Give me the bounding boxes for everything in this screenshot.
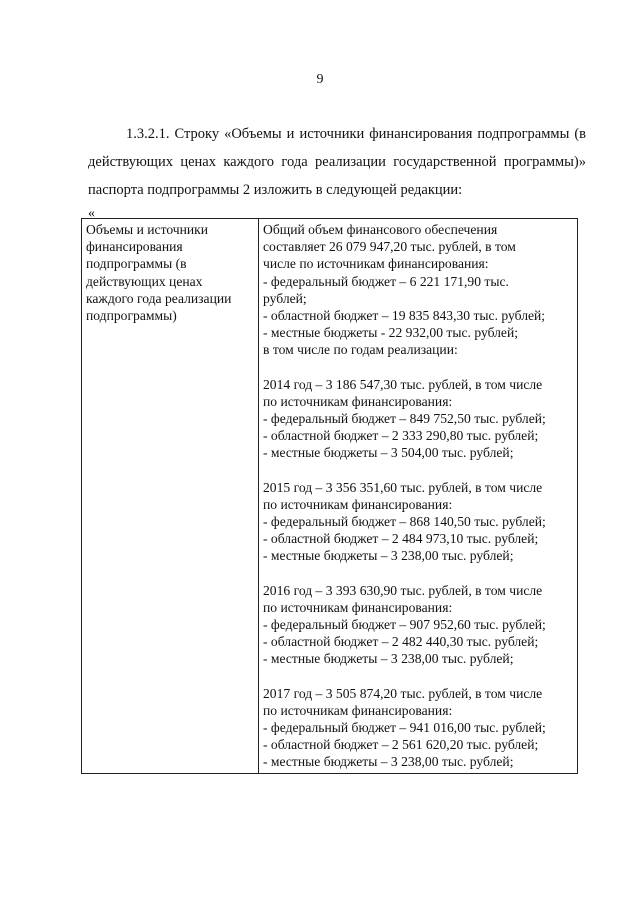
block-spacer: [263, 462, 573, 479]
year-line: - областной бюджет – 2 484 973,10 тыс. рублей;: [263, 531, 539, 547]
label-line: подпрограммы (в: [86, 256, 187, 272]
block-spacer: [263, 565, 573, 582]
year-block: [263, 376, 573, 462]
year-line: 2015 год – 3 356 351,60 тыс. рублей, в том числе: [263, 479, 543, 495]
row-value-cell: [259, 219, 578, 774]
summary-line: рублей;: [263, 290, 307, 306]
summary-line: - местные бюджеты - 22 932,00 тыс. рублей;: [263, 325, 519, 341]
label-line: действующих ценах: [86, 273, 203, 289]
year-line: - федеральный бюджет – 941 016,00 тыс. рублей;: [263, 720, 546, 736]
year-line: по источникам финансирования:: [263, 496, 453, 512]
summary-line: - федеральный бюджет – 6 221 171,90 тыс.: [263, 273, 509, 289]
year-line: 2017 год – 3 505 874,20 тыс. рублей, в том числе: [263, 685, 543, 701]
block-spacer: [263, 668, 573, 685]
label-line: подпрограммы): [86, 308, 177, 324]
intro-line-1: 1.3.2.1. Строку «Объемы и источники финансирования подпрограммы (в: [126, 126, 586, 142]
funding-by-year: [263, 359, 573, 771]
year-line: - местные бюджеты – 3 238,00 тыс. рублей;: [263, 548, 514, 564]
table-row: [82, 219, 578, 774]
year-line: - областной бюджет – 2 482 440,30 тыс. рублей;: [263, 634, 539, 650]
year-line: - местные бюджеты – 3 504,00 тыс. рублей;: [263, 445, 514, 461]
summary-line: числе по источникам финансирования:: [263, 256, 489, 272]
year-line: по источникам финансирования:: [263, 599, 453, 615]
year-line: - федеральный бюджет – 849 752,50 тыс. рублей;: [263, 411, 546, 427]
year-line: - областной бюджет – 2 333 290,80 тыс. рублей;: [263, 428, 539, 444]
label-line: финансирования: [86, 239, 183, 255]
summary-line: - областной бюджет – 19 835 843,30 тыс. рублей;: [263, 308, 546, 324]
year-line: - федеральный бюджет – 907 952,60 тыс. рублей;: [263, 617, 546, 633]
label-line: Объемы и источники: [86, 222, 209, 237]
year-line: - федеральный бюджет – 868 140,50 тыс. рублей;: [263, 514, 546, 530]
label-line: каждого года реализации: [86, 290, 232, 306]
opening-quote: «: [88, 206, 95, 221]
year-line: - областной бюджет – 2 561 620,20 тыс. рублей;: [263, 737, 539, 753]
year-line: 2016 год – 3 393 630,90 тыс. рублей, в том числе: [263, 582, 543, 598]
year-line: - местные бюджеты – 3 238,00 тыс. рублей;: [263, 651, 514, 667]
row-label-lines: [86, 221, 254, 324]
block-spacer: [263, 359, 573, 376]
page-number: 9: [316, 72, 324, 87]
year-block: [263, 685, 573, 771]
funding-summary: [263, 221, 573, 359]
year-block: [263, 582, 573, 668]
summary-line: в том числе по годам реализации:: [263, 342, 458, 358]
year-line: 2014 год – 3 186 547,30 тыс. рублей, в том числе: [263, 376, 543, 392]
year-line: по источникам финансирования:: [263, 702, 453, 718]
intro-line-3: паспорта подпрограммы 2 изложить в следующей редакции:: [88, 182, 463, 198]
summary-line: Общий объем финансового обеспечения: [263, 222, 498, 237]
row-label-cell: [82, 219, 259, 774]
year-block: [263, 479, 573, 565]
year-line: по источникам финансирования:: [263, 393, 453, 409]
funding-table: [81, 218, 578, 774]
intro-line-2: действующих ценах каждого года реализации государственной программы)»: [88, 154, 586, 170]
summary-line: составляет 26 079 947,20 тыс. рублей, в том: [263, 239, 516, 255]
year-line: - местные бюджеты – 3 238,00 тыс. рублей;: [263, 754, 514, 770]
